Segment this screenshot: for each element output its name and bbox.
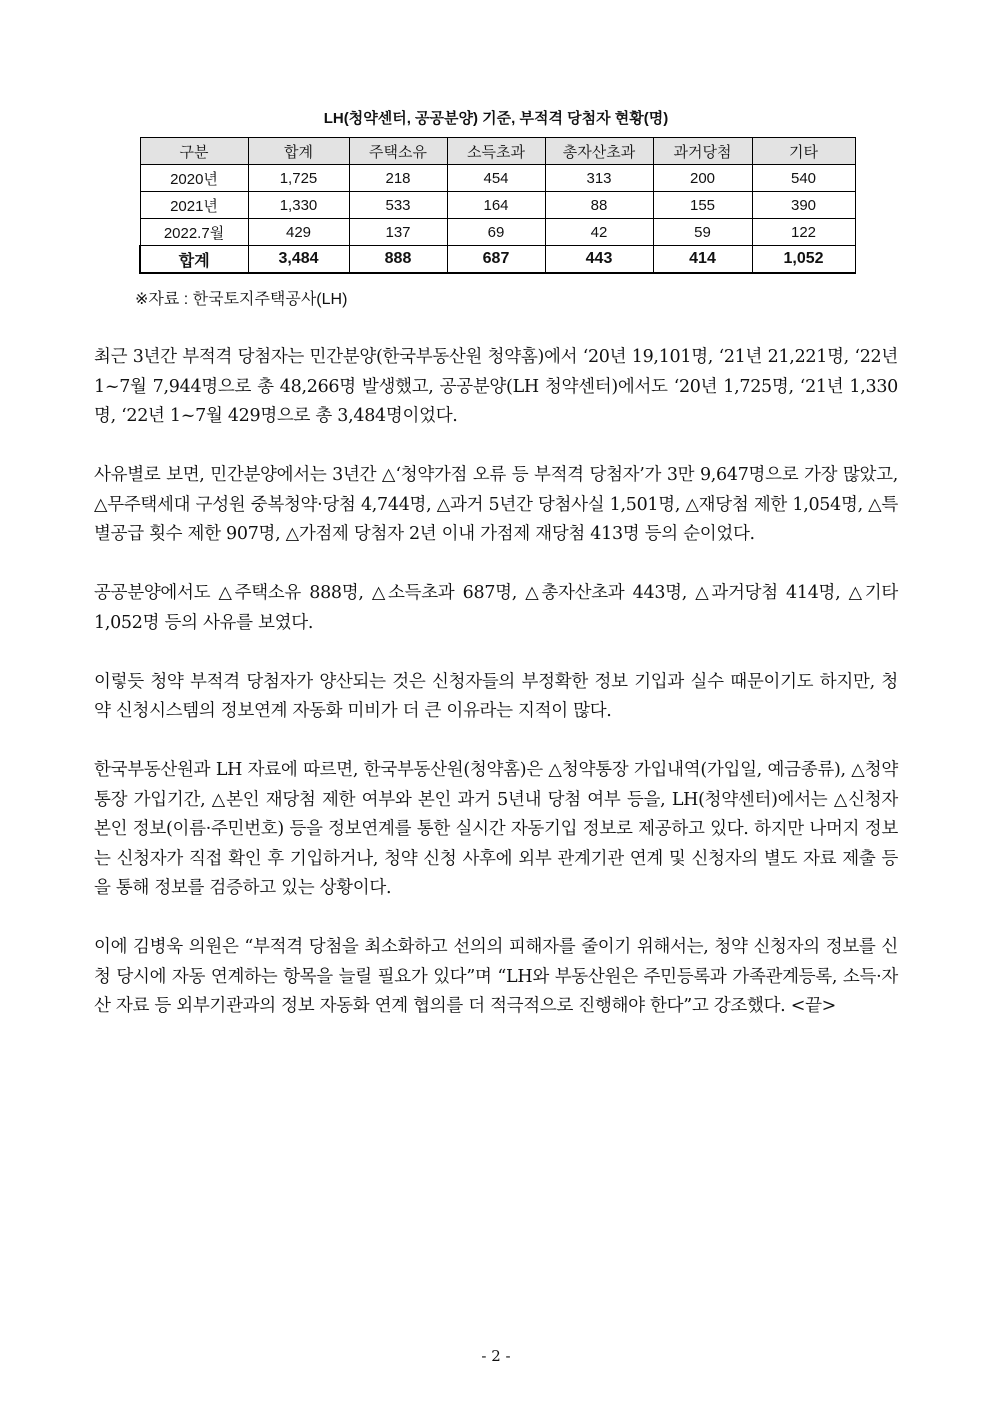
table-total-cell: 443 xyxy=(545,246,653,274)
table-total-cell: 687 xyxy=(447,246,545,274)
statistics-table xyxy=(139,137,856,274)
table-cell: 313 xyxy=(545,165,653,192)
header-cell-assets-excess: 총자산초과 xyxy=(545,138,653,165)
table-total-cell: 888 xyxy=(349,246,447,274)
table-cell: 122 xyxy=(752,219,855,246)
paragraph: 공공분양에서도 △주택소유 888명, △소득초과 687명, △총자산초과 443명, △과거당첨 414명, △기타 1,052명 등의 사유를 보였다. xyxy=(94,583,898,633)
table-cell: 200 xyxy=(653,165,752,192)
table-cell: 69 xyxy=(447,219,545,246)
header-cell-category: 구분 xyxy=(140,138,248,165)
paragraph: 사유별로 보면, 민간분양에서는 3년간 △‘청약가점 오류 등 부적격 당첨자’가 3만 9,647명으로 가장 많았고, △무주택세대 구성원 중복청약·당첨 4,744명, △과거 5년간 당첨사실 1,501명, △재당첨 제한 1,054명, △특별공급 횟수 제한 907명, △가점제 당첨자 2년 이내 가점제 재당첨 413명 등의 순이었다. xyxy=(94,465,898,544)
table-total-cell: 414 xyxy=(653,246,752,274)
table-source-note: ※자료 : 한국토지주택공사(LH) xyxy=(135,291,348,308)
table-cell: 1,725 xyxy=(248,165,349,192)
table-cell: 2020년 xyxy=(140,165,248,192)
table-row xyxy=(140,219,855,246)
table-cell: 88 xyxy=(545,192,653,219)
header-cell-other: 기타 xyxy=(752,138,855,165)
table-total-row xyxy=(140,246,855,274)
paragraph: 이렇듯 청약 부적격 당첨자가 양산되는 것은 신청자들의 부정확한 정보 기입과 실수 때문이기도 하지만, 청약 신청시스템의 정보연계 자동화 미비가 더 큰 이유라는 지적이 많다. xyxy=(94,671,898,721)
table-cell: 2022.7월 xyxy=(140,219,248,246)
paragraph: 이에 김병욱 의원은 “부적격 당첨을 최소화하고 선의의 피해자를 줄이기 위해서는, 청약 신청자의 정보를 신청 당시에 자동 연계하는 항목을 늘릴 필요가 있다”며 “LH와 부동산원은 주민등록과 가족관계등록, 소득·자산 자료 등 외부기관과의 정보 자동화 연계 협의를 더 적극적으로 진행해야 한다”고 강조했다. <끝> xyxy=(94,937,898,1016)
page-number: - 2 - xyxy=(481,1347,511,1365)
table-cell: 533 xyxy=(349,192,447,219)
table-row xyxy=(140,192,855,219)
table-cell: 164 xyxy=(447,192,545,219)
header-cell-total: 합계 xyxy=(248,138,349,165)
table-cell: 1,330 xyxy=(248,192,349,219)
table-cell: 454 xyxy=(447,165,545,192)
table-cell: 390 xyxy=(752,192,855,219)
article-body xyxy=(94,343,898,1051)
table-cell: 59 xyxy=(653,219,752,246)
header-cell-past-winning: 과거당첨 xyxy=(653,138,752,165)
table-cell: 137 xyxy=(349,219,447,246)
table-title: LH(청약센터, 공공분양) 기준, 부적격 당첨자 현황(명) xyxy=(323,110,669,127)
table-cell: 155 xyxy=(653,192,752,219)
table-total-cell: 1,052 xyxy=(752,246,855,274)
table-header-row xyxy=(140,138,855,165)
header-cell-home-ownership: 주택소유 xyxy=(349,138,447,165)
paragraph: 한국부동산원과 LH 자료에 따르면, 한국부동산원(청약홈)은 △청약통장 가입내역(가입일, 예금종류), △청약통장 가입기간, △본인 재당첨 제한 여부와 본인 과거 5년내 당첨 여부 등을, LH(청약센터)에서는 △신청자 본인 정보(이름·주민번호) 등을 정보연계를 통한 실시간 자동기입 정보로 제공하고 있다. 하지만 나머지 정보는 신청자가 직접 확인 후 기입하거나, 청약 신청 사후에 외부 관계기관 연계 및 신청자의 별도 자료 제출 등을 통해 정보를 검증하고 있는 상황이다. xyxy=(94,760,898,898)
header-cell-income-excess: 소득초과 xyxy=(447,138,545,165)
table-cell: 218 xyxy=(349,165,447,192)
table-cell: 42 xyxy=(545,219,653,246)
table-row xyxy=(140,165,855,192)
table-total-cell: 합계 xyxy=(140,246,248,274)
table-total-cell: 3,484 xyxy=(248,246,349,274)
table-cell: 429 xyxy=(248,219,349,246)
table-cell: 2021년 xyxy=(140,192,248,219)
table-cell: 540 xyxy=(752,165,855,192)
paragraph: 최근 3년간 부적격 당첨자는 민간분양(한국부동산원 청약홈)에서 ‘20년 19,101명, ‘21년 21,221명, ‘22년 1~7월 7,944명으로 총 48,266명 발생했고, 공공분양(LH 청약센터)에서도 ‘20년 1,725명, ‘21년 1,330명, ‘22년 1~7월 429명으로 총 3,484명이었다. xyxy=(94,347,898,426)
